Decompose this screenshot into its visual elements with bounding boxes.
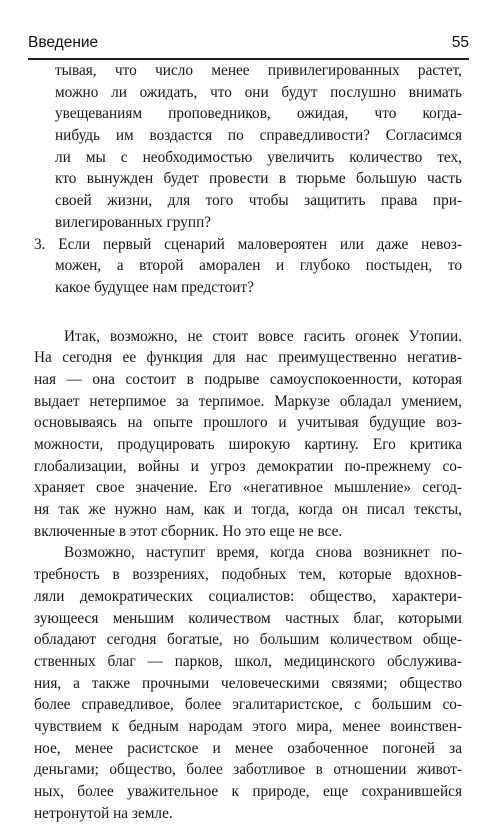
text-line: ная — она состоит в подрыве самоуспокоенности, которая bbox=[34, 370, 462, 388]
text-line: зующееся меньшим количеством частных благ, которыми bbox=[34, 609, 462, 627]
text-line: деньгами; общество, более заботливое в отношении живот- bbox=[34, 761, 462, 779]
text-line: основываясь на опыте прошлого и учитывая будущие воз- bbox=[34, 414, 462, 432]
text-line: выдает нетерпимое за терпимое. Маркузе обладал умением, bbox=[34, 392, 462, 410]
body-text bbox=[34, 60, 462, 824]
list-item-3 bbox=[34, 234, 462, 299]
text-line: ня так же нужно нам, как и тогда, когда он писал тексты, bbox=[34, 501, 462, 519]
text-line: Возможно, наступит время, когда снова возникнет по- bbox=[64, 544, 462, 562]
text-line: чувствием к бедным народам этого мира, менее воинствен- bbox=[34, 717, 462, 735]
text-line: На сегодня ее функция для нас преимущественно негатив- bbox=[34, 349, 462, 367]
text-line: можности, продуцировать широкую картину. Его критика bbox=[34, 436, 462, 453]
text-line: храняет свое значение. Его «негативное мышление» сегод- bbox=[34, 479, 462, 497]
text-line: можен, а второй аморален и глубоко постыден, то bbox=[55, 257, 462, 275]
text-line: увещеваниям проповедников, ожидая, что когда- bbox=[55, 105, 462, 123]
paragraph bbox=[34, 326, 462, 543]
text-line: кто вынужден будет провести в тюрьме большую часть bbox=[55, 170, 462, 188]
section-title: Введение bbox=[28, 34, 99, 51]
text-line: Итак, возможно, не стоит вовсе гасить огонек Утопии. bbox=[64, 327, 462, 345]
text-line: своей жизни, для того чтобы защитить права при- bbox=[55, 192, 462, 210]
text-line: ляли демократических социалистов: общество, характери- bbox=[34, 587, 462, 605]
text-line: ное, менее расистское и менее озабоченное погоней за bbox=[34, 739, 462, 757]
text-line: обладают сегодня богатые, но большим количеством обще- bbox=[34, 631, 462, 649]
running-head bbox=[28, 34, 469, 52]
text-line: ных, более уважительное к природе, еще сохранившейся bbox=[34, 783, 462, 800]
paragraph-gap bbox=[34, 299, 462, 326]
text-line: глобализации, войны и угроз демократии по-прежнему со- bbox=[34, 457, 462, 475]
text-line: включенные в этот сборник. Но это еще не все. bbox=[34, 522, 343, 540]
text-line: более справедливое, более эгалитаристское, с большим со- bbox=[34, 696, 462, 714]
text-line: ли мы с необходимостью увеличить количество тех, bbox=[55, 148, 462, 166]
paragraph bbox=[34, 542, 462, 824]
page-number: 55 bbox=[451, 34, 469, 51]
text-line: вилегированных групп? bbox=[55, 213, 212, 231]
text-line: требность в воззрениях, подобных тем, которые вдохнов- bbox=[34, 566, 462, 584]
text-line: какое будущее нам предстоит? bbox=[55, 278, 254, 296]
text-line: нибудь им воздастся по справедливости? Согласимся bbox=[55, 127, 462, 145]
text-line: нетронутой на земле. bbox=[34, 804, 173, 822]
text-line: ния, а также прочными человеческими связями; общество bbox=[34, 674, 462, 692]
list-item-2-continuation bbox=[34, 60, 462, 234]
text-line: 3. Если первый сценарий маловероятен или даже невоз- bbox=[34, 235, 462, 253]
text-line: можно ли ожидать, что они будут послушно внимать bbox=[55, 83, 462, 101]
text-line: тывая, что число менее привилегированных растет, bbox=[55, 62, 462, 79]
text-line: ственных благ — парков, школ, медицинского обслужива- bbox=[34, 652, 462, 670]
